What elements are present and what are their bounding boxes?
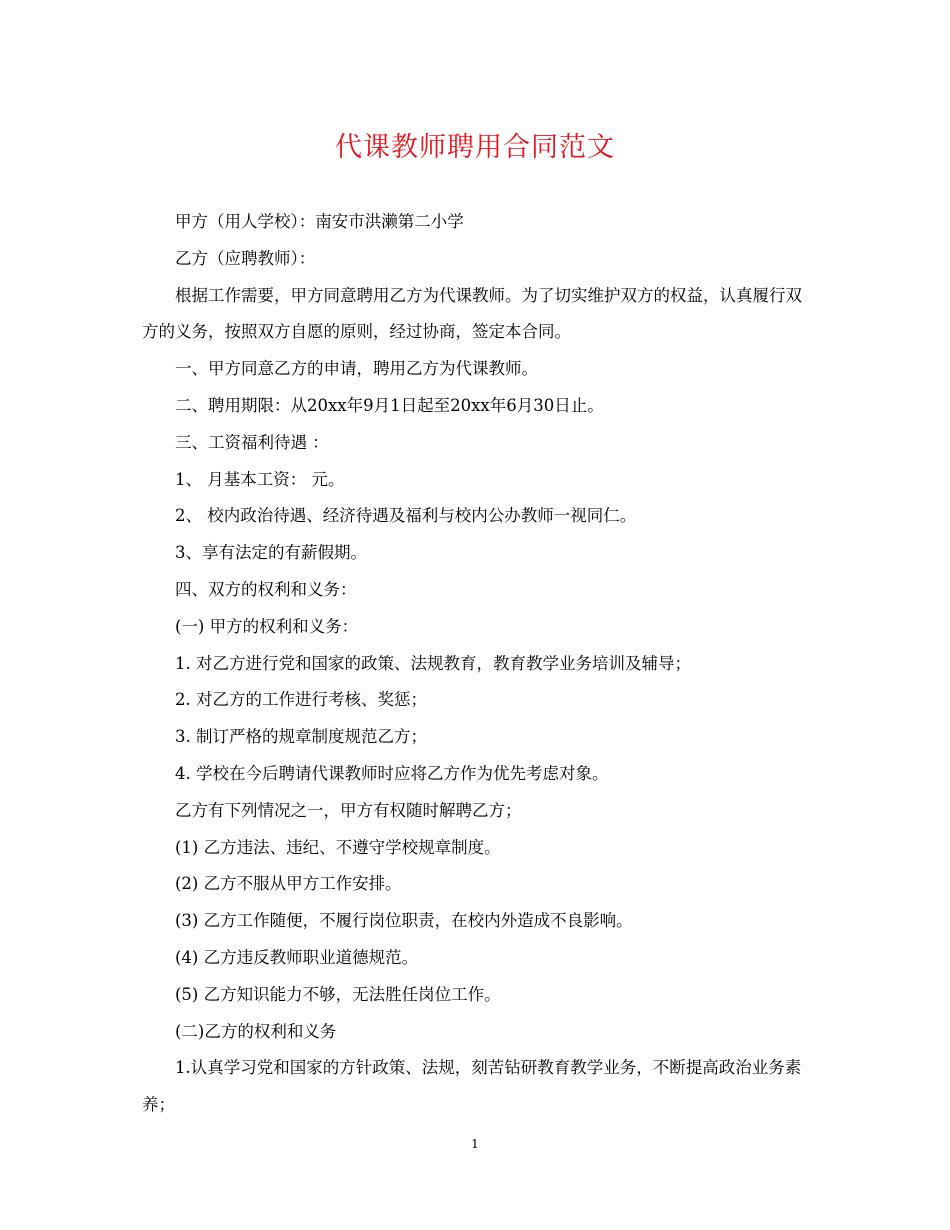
document-title: 代课教师聘用合同范文 xyxy=(335,132,615,163)
party-b-rights-heading: (二)乙方的权利和义务 xyxy=(175,1021,337,1041)
clause-3-item-1: 1、 月基本工资： 元。 xyxy=(175,469,345,489)
clause-2-term: 二、聘用期限：从20xx年9月1日起至20xx年6月30日止。 xyxy=(175,395,604,415)
party-b-right-1: 1.认真学习党和国家的方针政策、法规，刻苦钻研教育教学业务，不断提高政治业务素养； xyxy=(142,1058,802,1115)
preamble-paragraph: 根据工作需要，甲方同意聘用乙方为代课教师。为了切实维护双方的权益，认真履行双方的义务，按照双方自愿的原则，经过协商，签定本合同。 xyxy=(142,285,802,342)
dismissal-item-1: (1) 乙方违法、违纪、不遵守学校规章制度。 xyxy=(175,837,501,857)
party-a-right-4: 4. 学校在今后聘请代课教师时应将乙方作为优先考虑对象。 xyxy=(175,763,609,783)
clause-3-item-2: 2、 校内政治待遇、经济待遇及福利与校内公办教师一视同仁。 xyxy=(175,506,637,526)
party-a-right-3: 3. 制订严格的规章制度规范乙方； xyxy=(175,727,427,747)
page-number: 1 xyxy=(471,1137,479,1151)
dismissal-item-3: (3) 乙方工作随便，不履行岗位职责，在校内外造成不良影响。 xyxy=(175,911,633,931)
party-a-right-1: 1. 对乙方进行党和国家的政策、法规教育，教育教学业务培训及辅导； xyxy=(175,653,691,673)
dismissal-item-4: (4) 乙方违反教师职业道德规范。 xyxy=(175,947,419,967)
document-body xyxy=(142,204,802,1124)
clause-1: 一、甲方同意乙方的申请，聘用乙方为代课教师。 xyxy=(175,359,538,379)
dismissal-heading: 乙方有下列情况之一，甲方有权随时解聘乙方； xyxy=(175,800,522,820)
clause-4-heading: 四、双方的权利和义务： xyxy=(175,579,357,599)
party-a-line: 甲方（用人学校）：南安市洪濑第二小学 xyxy=(175,212,464,231)
dismissal-item-5: (5) 乙方知识能力不够，无法胜任岗位工作。 xyxy=(175,984,501,1004)
dismissal-item-2: (2) 乙方不服从甲方工作安排。 xyxy=(175,874,402,894)
clause-3-heading: 三、工资福利待遇 ： xyxy=(175,432,329,452)
party-b-line: 乙方（应聘教师）： xyxy=(175,248,316,268)
party-a-right-2: 2. 对乙方的工作进行考核、奖惩； xyxy=(175,690,427,710)
party-a-rights-heading: (一) 甲方的权利和义务： xyxy=(175,616,359,636)
clause-3-item-3: 3、享有法定的有薪假期。 xyxy=(175,543,367,563)
